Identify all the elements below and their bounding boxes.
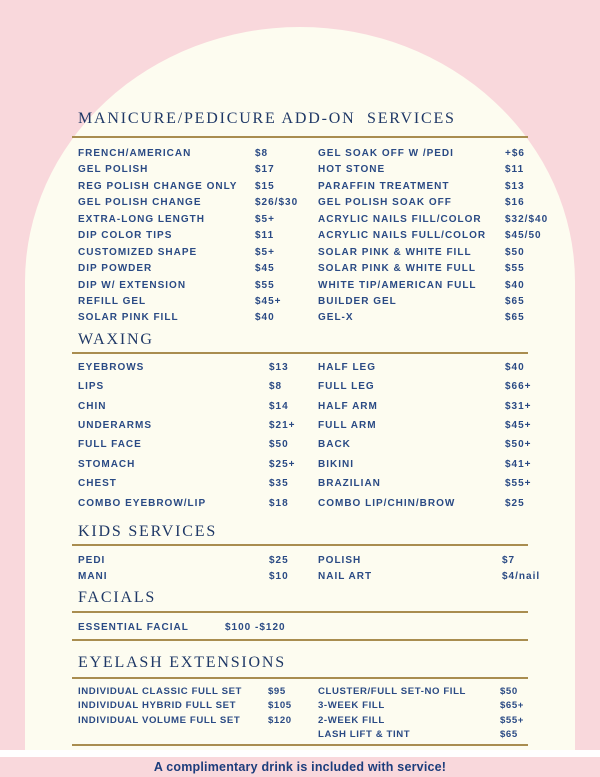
service-label: SOLAR PINK & WHITE FULL — [318, 263, 476, 275]
service-label: BUILDER GEL — [318, 295, 397, 307]
service-price: $10 — [269, 571, 289, 583]
price-row — [72, 197, 528, 213]
service-label: FULL LEG — [318, 381, 375, 393]
price-row — [72, 686, 528, 700]
service-label: DIP POWDER — [78, 263, 153, 275]
service-price: $15 — [255, 180, 275, 192]
price-row — [72, 419, 532, 439]
service-price: $40 — [255, 312, 275, 324]
service-price: $40 — [505, 361, 525, 373]
service-price: $25 — [505, 497, 525, 509]
service-price: $35 — [269, 478, 289, 490]
service-label: POLISH — [318, 554, 362, 566]
service-label: GEL SOAK OFF W /PEDI — [318, 148, 454, 159]
service-price: $55+ — [505, 478, 532, 490]
gold-divider — [72, 677, 528, 679]
service-label: UNDERARMS — [78, 419, 152, 431]
service-label: EYEBROWS — [78, 361, 145, 373]
service-price: $11 — [505, 164, 525, 176]
service-label: MANI — [78, 571, 108, 583]
price-row — [72, 213, 549, 230]
service-price: $50 — [500, 685, 518, 697]
service-label: CLUSTER/FULL SET-NO FILL — [318, 685, 466, 697]
service-price: $40 — [505, 279, 525, 291]
service-label: COMBO EYEBROW/LIP — [78, 497, 207, 509]
service-price: $21+ — [269, 419, 296, 431]
section-kids-services — [72, 522, 541, 588]
service-label: COMBO LIP/CHIN/BROW — [318, 497, 456, 509]
service-price: $25 — [269, 554, 289, 566]
service-label: HOT STONE — [318, 164, 386, 176]
service-price: $50 — [269, 439, 289, 451]
service-label: EXTRA-LONG LENGTH — [78, 213, 205, 225]
gold-divider — [72, 639, 528, 641]
service-price: $5+ — [255, 213, 275, 225]
service-price: $5+ — [255, 246, 275, 258]
price-list — [72, 554, 541, 588]
service-price: $45/50 — [505, 230, 542, 242]
section-title: EYELASH EXTENSIONS — [78, 653, 286, 671]
service-price: $65 — [500, 729, 518, 741]
price-row — [72, 729, 528, 743]
price-row — [72, 571, 541, 588]
service-price: $16 — [505, 197, 525, 209]
price-row — [72, 715, 528, 729]
white-strip — [0, 750, 600, 757]
service-price: $45 — [255, 263, 275, 275]
price-row — [72, 148, 528, 164]
service-price: +$6 — [505, 148, 525, 159]
menu-content — [72, 110, 549, 746]
service-label: HALF ARM — [318, 400, 378, 412]
service-label: PEDI — [78, 554, 106, 566]
service-label: GEL POLISH CHANGE — [78, 197, 202, 209]
service-price: $95 — [268, 685, 286, 697]
service-label: ESSENTIAL FACIAL — [78, 621, 189, 633]
service-price: $41+ — [505, 458, 532, 470]
section-title: FACIALS — [78, 588, 157, 606]
service-label: NAIL ART — [318, 571, 373, 583]
price-row — [72, 498, 528, 517]
service-label: SOLAR PINK FILL — [78, 312, 179, 324]
service-label: SOLAR PINK & WHITE FILL — [318, 246, 472, 258]
section-title: MANICURE/PEDICURE ADD-ON SERVICES — [78, 110, 456, 127]
service-price: $8 — [255, 148, 269, 159]
service-label: DIP COLOR TIPS — [78, 230, 173, 242]
service-price: $26/$30 — [255, 197, 299, 209]
service-price: $66+ — [505, 381, 532, 393]
price-row — [72, 622, 528, 638]
service-price: $17 — [255, 164, 275, 176]
service-price: $45+ — [505, 419, 532, 431]
service-label: ACRYLIC NAILS FULL/COLOR — [318, 230, 487, 242]
price-row — [72, 230, 542, 246]
service-label: INDIVIDUAL HYBRID FULL SET — [78, 700, 237, 712]
service-price: $45+ — [255, 295, 282, 307]
service-price: $7 — [502, 554, 516, 566]
service-label: INDIVIDUAL VOLUME FULL SET — [78, 714, 241, 726]
service-label: FRENCH/AMERICAN — [78, 148, 192, 159]
service-label: FULL ARM — [318, 419, 377, 431]
service-label: CHIN — [78, 400, 107, 412]
section-title: KIDS SERVICES — [78, 522, 218, 540]
service-price: $65 — [505, 295, 525, 307]
service-price: $50 — [505, 246, 525, 258]
price-row — [72, 700, 528, 714]
price-list — [72, 361, 532, 517]
service-price: $55 — [505, 263, 525, 275]
price-list — [72, 686, 528, 744]
service-label: BACK — [318, 439, 351, 451]
service-label: WHITE TIP/AMERICAN FULL — [318, 279, 477, 291]
service-price: $55+ — [500, 714, 525, 726]
service-price: $120 — [268, 714, 292, 726]
footer-note: A complimentary drink is included with service! — [153, 760, 447, 774]
price-row — [72, 555, 528, 572]
price-row — [72, 362, 528, 381]
service-label: REG POLISH CHANGE ONLY — [78, 180, 238, 192]
price-row — [72, 400, 532, 420]
service-label: GEL POLISH SOAK OFF — [318, 197, 452, 209]
service-label: LIPS — [78, 381, 105, 393]
section-eyelash-extensions — [72, 655, 528, 746]
service-label: 3-WEEK FILL — [318, 700, 385, 712]
price-row — [72, 164, 528, 180]
gold-divider — [72, 136, 528, 138]
gold-divider — [72, 352, 528, 354]
service-price: $55 — [255, 279, 275, 291]
price-row — [72, 181, 528, 197]
price-row — [72, 458, 532, 478]
service-price: $65 — [505, 312, 525, 324]
service-price: $65+ — [500, 700, 525, 712]
service-price: $32/$40 — [505, 213, 549, 225]
service-label: GEL POLISH — [78, 164, 149, 176]
gold-divider — [72, 544, 528, 546]
service-price: $25+ — [269, 458, 296, 470]
service-label: GEL-X — [318, 312, 354, 324]
service-label: INDIVIDUAL CLASSIC FULL SET — [78, 685, 243, 697]
service-label: LASH LIFT & TINT — [318, 729, 411, 741]
service-price: $4/nail — [502, 571, 541, 583]
service-price: $13 — [269, 361, 289, 373]
service-label: STOMACH — [78, 458, 136, 470]
service-price: $105 — [268, 700, 292, 712]
service-label: BIKINI — [318, 458, 354, 470]
service-label: HALF LEG — [318, 361, 376, 373]
section-facials — [72, 590, 528, 641]
service-label: BRAZILIAN — [318, 478, 381, 490]
service-label: ACRYLIC NAILS FILL/COLOR — [318, 213, 482, 225]
service-price: $14 — [269, 400, 289, 412]
service-label: CHEST — [78, 478, 117, 490]
price-row — [72, 280, 528, 296]
price-row — [72, 478, 532, 497]
gold-divider — [72, 611, 528, 613]
price-row — [72, 439, 532, 458]
service-label: DIP W/ EXTENSION — [78, 279, 187, 291]
service-price: $11 — [255, 230, 275, 242]
section-waxing — [72, 330, 532, 517]
service-label: REFILL GEL — [78, 295, 147, 307]
price-row — [72, 312, 528, 328]
service-price: $50+ — [505, 439, 532, 451]
price-list — [72, 148, 549, 329]
service-price: $18 — [269, 497, 289, 509]
service-label: CUSTOMIZED SHAPE — [78, 246, 198, 258]
price-row — [72, 296, 528, 312]
price-row — [72, 247, 528, 263]
service-price: $31+ — [505, 400, 532, 412]
service-price: $13 — [505, 180, 525, 192]
service-label: 2-WEEK FILL — [318, 714, 385, 726]
price-row — [72, 381, 532, 400]
menu-panel — [25, 27, 575, 750]
gold-divider — [72, 744, 528, 746]
section-title: WAXING — [78, 330, 154, 348]
service-price: $100 -$120 — [225, 621, 286, 633]
service-label: FULL FACE — [78, 439, 142, 451]
section-manicure-pedicure-add-ons — [72, 110, 549, 329]
price-list — [72, 622, 528, 638]
service-label: PARAFFIN TREATMENT — [318, 180, 450, 192]
service-price: $8 — [269, 381, 283, 393]
price-row — [72, 263, 528, 279]
